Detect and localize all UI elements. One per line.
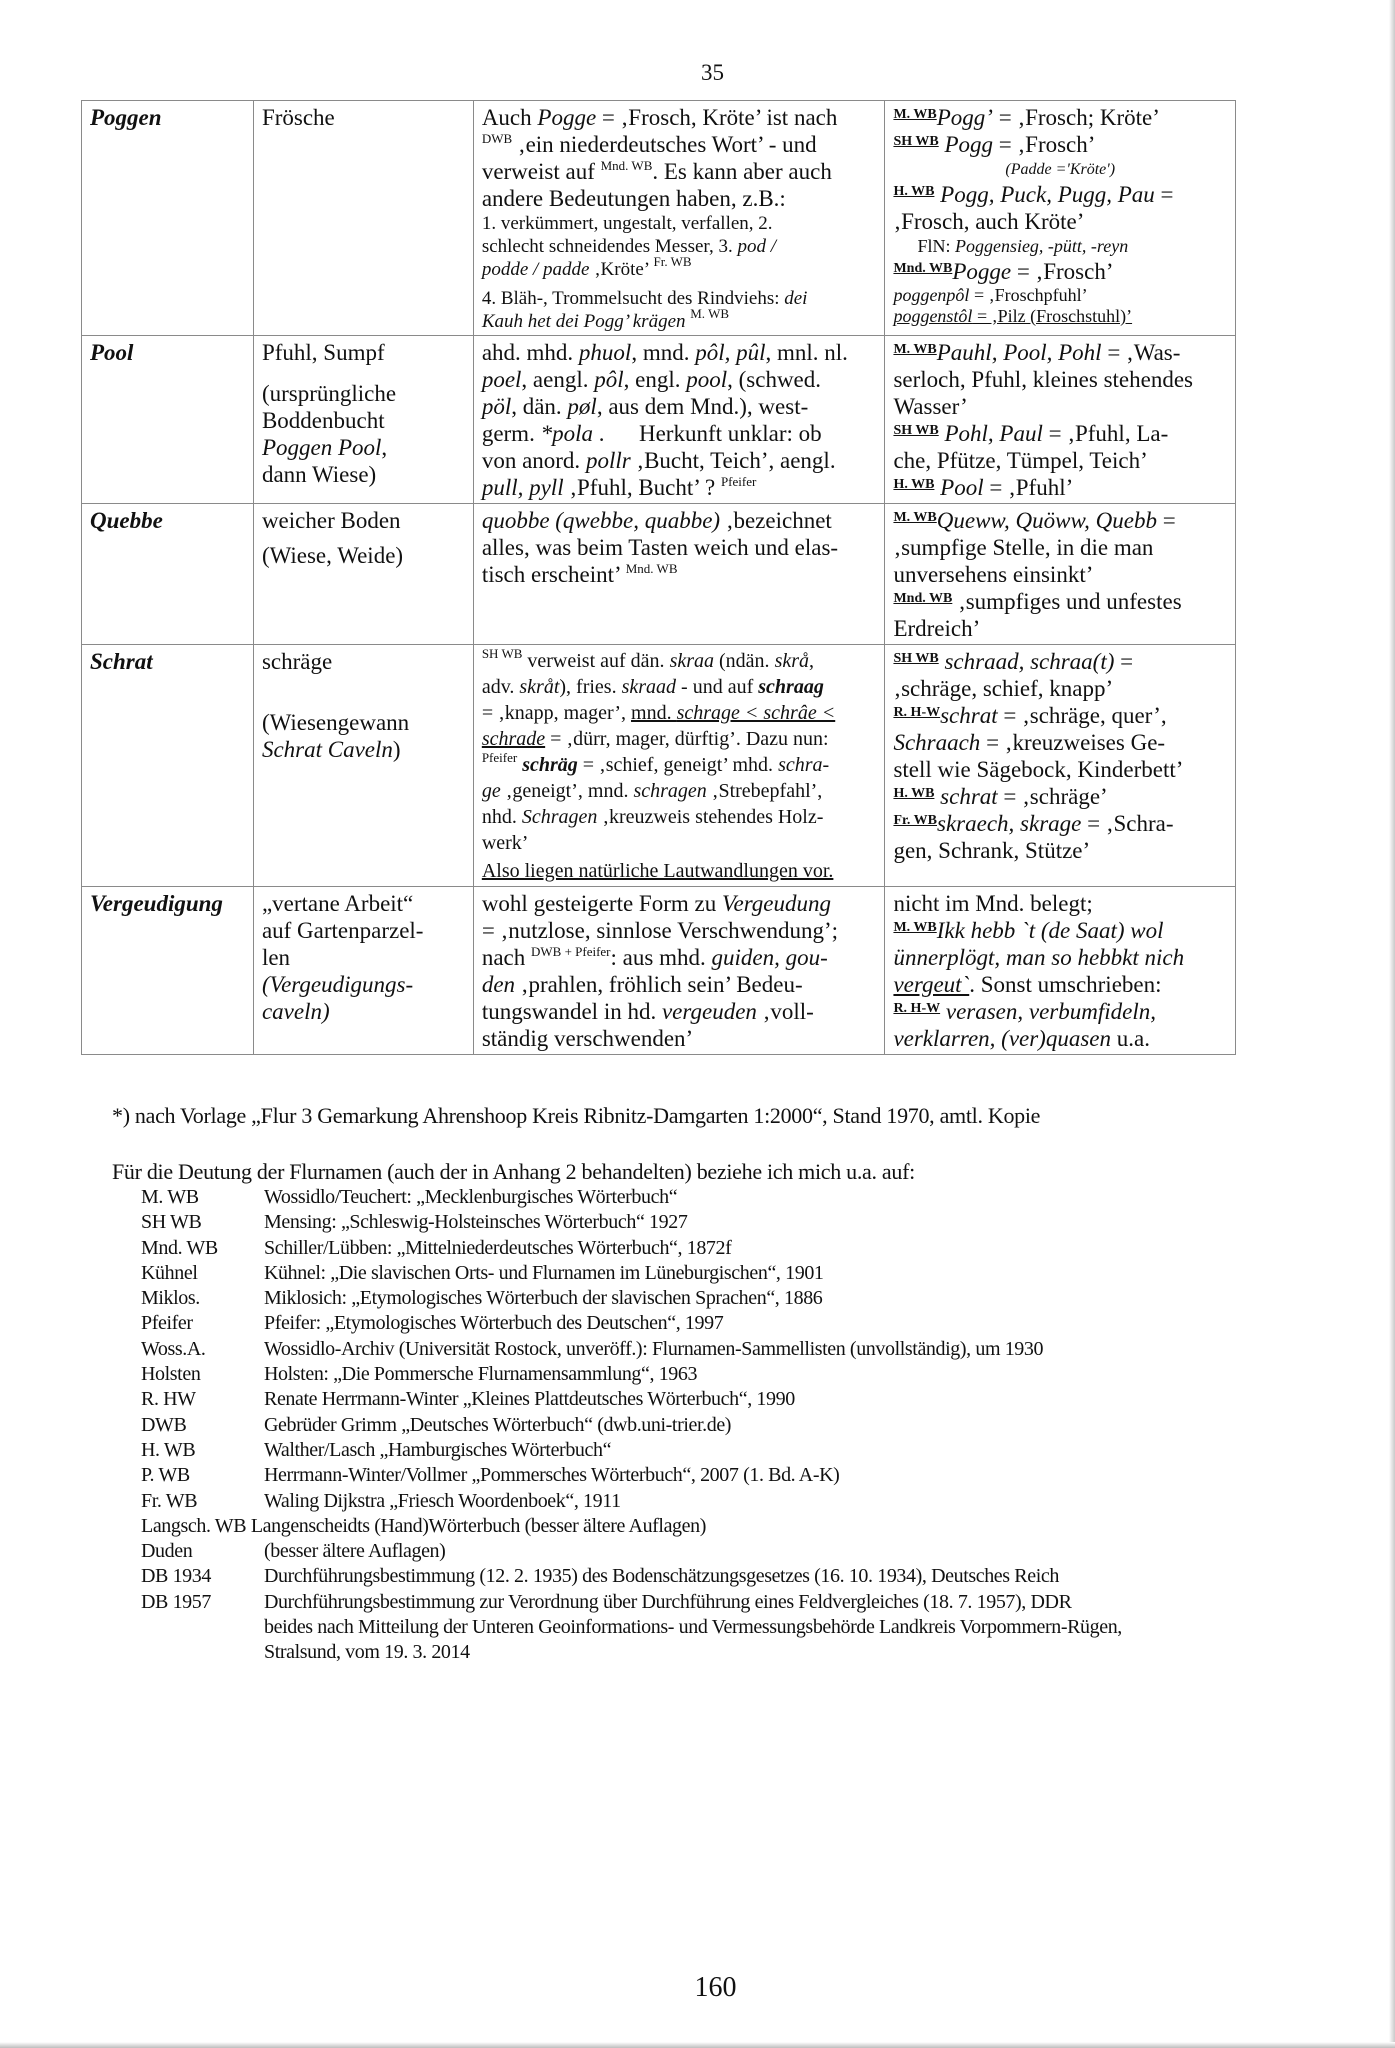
source-item [141,1311,1122,1336]
source-desc: Durchführungsbestimmung zur Verordnung über Durchführung eines Feldvergleiches (18. 7. 1957), DDR [264,1590,1072,1613]
source-desc: Renate Herrmann-Winter „Kleines Plattdeutsches Wörterbuch“, 1990 [264,1388,795,1411]
source-ref: Mnd. WB [625,561,678,576]
source-ref: Pfeifer [720,474,757,489]
source-ref: DWB + Pfeifer [530,944,611,959]
field-name: Pool [82,336,254,504]
table-row-poggen [82,101,1236,336]
source-item [141,1438,1122,1463]
source-ref: H. WB [893,477,935,492]
meaning-cell: weicher Boden (Wiese, Weide) [253,504,473,645]
source-ref: M. WB [893,510,937,525]
source-abbr: Holsten [141,1363,201,1386]
page-number: 160 [694,1972,737,2003]
source-abbr: Mnd. WB [141,1236,218,1259]
source-item [141,1514,1122,1539]
field-name: Quebbe [82,504,254,645]
etymology-cell: $^{SH WB}$ verweist auf dän. skraa (ndän. skrå, adv. skråt), fries. skraad - und auf schraag = ‚knapp, mager’, mnd. schrage < schrâe < schrade = ‚dürr, mager, dürftig’. Dazu nun: $^{Pfeifer}$ schräg = ‚schief, geneigt’ mhd. schra- ge ‚geneigt’, mnd. schragen ‚Strebepfahl’, nhd. Schragen ‚kreuzweis stehendes Holz- werk’ Also liegen natürliche Lautwandlungen vor. [473,645,885,887]
source-abbr: SH WB [141,1211,202,1234]
field-name-glossary-table [81,100,1236,1055]
source-ref: M. WB [690,306,730,321]
source-item [141,1261,1122,1286]
source-desc: Durchführungsbestimmung (12. 2. 1935) des Bodenschätzungsgesetzes (16. 10. 1934), Deutsches Reich [264,1565,1059,1588]
source-abbr: M. WB [141,1186,199,1208]
source-ref: DWB [481,131,513,146]
source-abbr: DB 1934 [141,1565,211,1588]
source-item [141,1539,1122,1564]
table-row-schrat [82,645,1236,887]
source-desc: Herrmann-Winter/Vollmer „Pommersches Wörterbuch“, 2007 (1. Bd. A-K) [264,1464,840,1487]
source-abbr: Fr. WB [141,1489,198,1512]
source-abbr: Miklos. [141,1287,200,1310]
dialect-cell: $^{SH WB}$ schraad, schraa(t) = ‚schräge, schief, knapp’ $^{R. H-W}$schrat = ‚schräge, quer’, Schraach = ‚kreuzweises Ge- stell wie Sägebock, Kinderbett’ $^{H. WB}$ schrat = ‚schräge’ $^{Fr. WB}$skraech, skrage = ‚Schra- gen, Schrank, Stütze’ [885,645,1236,887]
source-abbr: Pfeifer [141,1312,193,1335]
table-row-pool [82,336,1236,504]
source-ref: Fr. WB [653,254,692,269]
source-item [141,1362,1122,1387]
field-name: Schrat [82,645,254,887]
dialect-cell: $^{M. WB}$Queww, Quöww, Quebb = ‚sumpfige Stelle, in die man unversehens einsinkt’ $^{Mnd. WB}$ ‚sumpfiges und unfestes Erdreich’ [885,504,1236,645]
source-item [141,1387,1122,1412]
source-ref: M. WB [893,342,937,357]
source-desc: Walther/Lasch „Hamburgisches Wörterbuch“ [264,1438,612,1461]
source-desc: Langenscheidts (Hand)Wörterbuch (besser ältere Auflagen) [250,1514,706,1537]
meaning-cell: schräge (Wiesengewann Schrat Caveln) [253,645,473,887]
source-abbr: DB 1957 [141,1590,211,1613]
source-item [141,1337,1122,1362]
source-abbr: DWB [141,1413,187,1436]
source-item [141,1489,1122,1514]
source-desc: Schiller/Lübben: „Mittelniederdeutsches Wörterbuch“, 1872f [264,1236,732,1259]
source-desc: Pfeifer: „Etymologisches Wörterbuch des Deutschen“, 1997 [264,1312,724,1335]
source-item [141,1236,1122,1261]
source-desc: Holsten: „Die Pommersche Flurnamensammlung“, 1963 [264,1363,698,1386]
etymology-cell: ahd. mhd. phuol, mnd. pôl, pûl, mnl. nl. poel, aengl. pôl, engl. pool, (schwed. pöl, dän. pøl, aus dem Mnd.), west- germ. *pola . Herkunft unklar: ob von anord. pollr ‚Bucht, Teich’, aengl. pull, pyll ‚Pfuhl, Bucht’ ? $^{Pfeifer}$ [473,336,885,504]
source-item [141,1210,1122,1235]
field-name: Vergeudigung [82,887,254,1055]
source-desc: Gebrüder Grimm „Deutsches Wörterbuch“ (dwb.uni-trier.de) [264,1413,732,1436]
top-page-number: 35 [701,60,724,85]
scan-edge-right [1389,0,1395,2048]
table-row-vergeudigung [82,887,1236,1055]
source-abbr: Langsch. WB [141,1514,247,1537]
source-desc: (besser ältere Auflagen) [264,1540,446,1563]
field-name: Poggen [82,101,254,336]
dialect-cell: $^{M. WB}$Pauhl, Pool, Pohl = ‚Was- serloch, Pfuhl, kleines stehendes Wasser’ $^{SH WB}$ Pohl, Paul = ‚Pfuhl, La- che, Pfütze, Tümpel, Teich’ $^{H. WB}$ Pool = ‚Pfuhl’ [885,336,1236,504]
etymology-cell: wohl gesteigerte Form zu Vergeudung = ‚nutzlose, sinnlose Verschwendung’; nach $^{DWB + Pfeifer}$: aus mhd. guiden, gou- den ‚prahlen, fröhlich sein’ Bedeu- tungswandel in hd. vergeuden ‚voll- ständig verschwenden’ [473,887,885,1055]
source-ref: Pfeifer [481,750,518,765]
source-abbr: Kühnel [141,1261,198,1284]
source-abbr: P. WB [141,1464,190,1487]
meaning-cell [253,101,473,336]
source-desc: Wossidlo/Teuchert: „Mecklenburgisches Wörterbuch“ [264,1186,678,1208]
table-footnote: *) nach Vorlage „Flur 3 Gemarkung Ahrenshoop Kreis Ribnitz-Damgarten 1:2000“, Stand 1970, amtl. Kopie [112,1103,1041,1128]
source-ref: H. WB [893,184,935,199]
source-ref: R. H-W [893,705,941,720]
source-ref: M. WB [893,920,937,935]
source-ref: SH WB [893,134,939,149]
meaning-text: Frösche [261,105,335,130]
source-abbr: R. HW [141,1388,196,1411]
source-desc: Kühnel: „Die slavischen Orts- und Flurnamen im Lüneburgischen“, 1901 [264,1261,824,1284]
etymology-cell: quobbe (qwebbe, quabbe) ‚bezeichnet alles, was beim Tasten weich und elas- tisch erscheint’ $^{Mnd. WB}$ [473,504,885,645]
source-item [141,1590,1122,1615]
sources-intro: Für die Deutung der Flurnamen (auch der in Anhang 2 behandelten) beziehe ich mich u.a. auf: [112,1159,915,1184]
source-ref: H. WB [893,786,935,801]
source-abbr: Duden [141,1540,193,1563]
source-item [141,1463,1122,1488]
source-desc: Waling Dijkstra „Friesch Woordenboek“, 1911 [264,1489,621,1512]
etymology-cell: Auch Pogge = ‚Frosch, Kröte’ ist nach $^{DWB}$ ‚ein niederdeutsches Wort’ - und verweist auf $^{Mnd. WB}$. Es kann aber auch andere Bedeutungen haben, z.B.: 1. verkümmert, ungestalt, verfallen, 2. schlecht schneidendes Messer, 3. pod / podde / padde ‚Kröte’ $^{Fr. WB}$ 4. Bläh-, Trommelsucht des Rindviehs: dei Kauh het dei Pogg’ krägen $^{M. WB}$ [473,101,885,336]
table-row-quebbe [82,504,1236,645]
dialect-cell: nicht im Mnd. belegt; $^{M. WB}$Ikk hebb `t (de Saat) wol ünnerplögt, man so hebbkt nich vergeut`. Sonst umschrieben: $^{R. H-W}$ verasen, verbumfideln, verklarren, (ver)quasen u.a. [885,887,1236,1055]
meaning-cell: Pfuhl, Sumpf (ursprüngliche Boddenbucht Poggen Pool, dann Wiese) [253,336,473,504]
source-abbr: H. WB [141,1438,196,1461]
meaning-cell: „vertane Arbeit“ auf Gartenparzel- len (Vergeudigungs- caveln) [253,887,473,1055]
source-item [141,1185,1122,1210]
source-desc: Miklosich: „Etymologisches Wörterbuch der slavischen Sprachen“, 1886 [264,1287,823,1310]
source-continuation: Stralsund, vom 19. 3. 2014 [264,1641,470,1664]
source-ref: R. H-W [893,1001,941,1016]
source-ref: SH WB [893,423,939,438]
source-item [141,1413,1122,1438]
source-ref: M. WB [893,107,937,122]
source-item [141,1286,1122,1311]
sources-list [141,1185,1122,1666]
source-abbr: Woss.A. [141,1337,206,1360]
source-ref: Mnd. WB [600,158,653,173]
source-ref: SH WB [893,651,939,666]
etymology-text: Auch Pogge = ‚Frosch, Kröte’ ist nach [481,105,838,130]
source-desc: Mensing: „Schleswig-Holsteinsches Wörterbuch“ 1927 [264,1211,688,1234]
source-ref: Mnd. WB [893,261,953,276]
source-ref: Mnd. WB [893,591,953,606]
source-desc: Wossidlo-Archiv (Universität Rostock, unveröff.): Flurnamen-Sammellisten (unvollständig), um 1930 [264,1337,1044,1360]
source-ref: SH WB [481,646,523,661]
scan-edge-bottom [0,2042,1395,2048]
source-continuation: beides nach Mitteilung der Unteren Geoinformations- und Vermessungsbehörde Landkreis Vorpommern-Rügen, [264,1616,1122,1639]
source-ref: Fr. WB [893,813,938,828]
conclusion-text: Also liegen natürliche Lautwandlungen vor. [481,860,834,882]
source-item [141,1564,1122,1589]
dialect-cell: $^{M. WB}$Pogg’ = ‚Frosch; Kröte’ $^{SH WB}$ Pogg = ‚Frosch’ (Padde ='Kröte') $^{H. WB}$ Pogg, Puck, Pugg, Pau = ‚Frosch, auch Kröte’ FlN: Poggensieg, -pütt, -reyn $^{Mnd. WB}$Pogge = ‚Frosch’ poggenpôl = ‚Froschpfuhl’ poggenstôl = ‚Pilz (Froschstuhl)’ [885,101,1236,336]
